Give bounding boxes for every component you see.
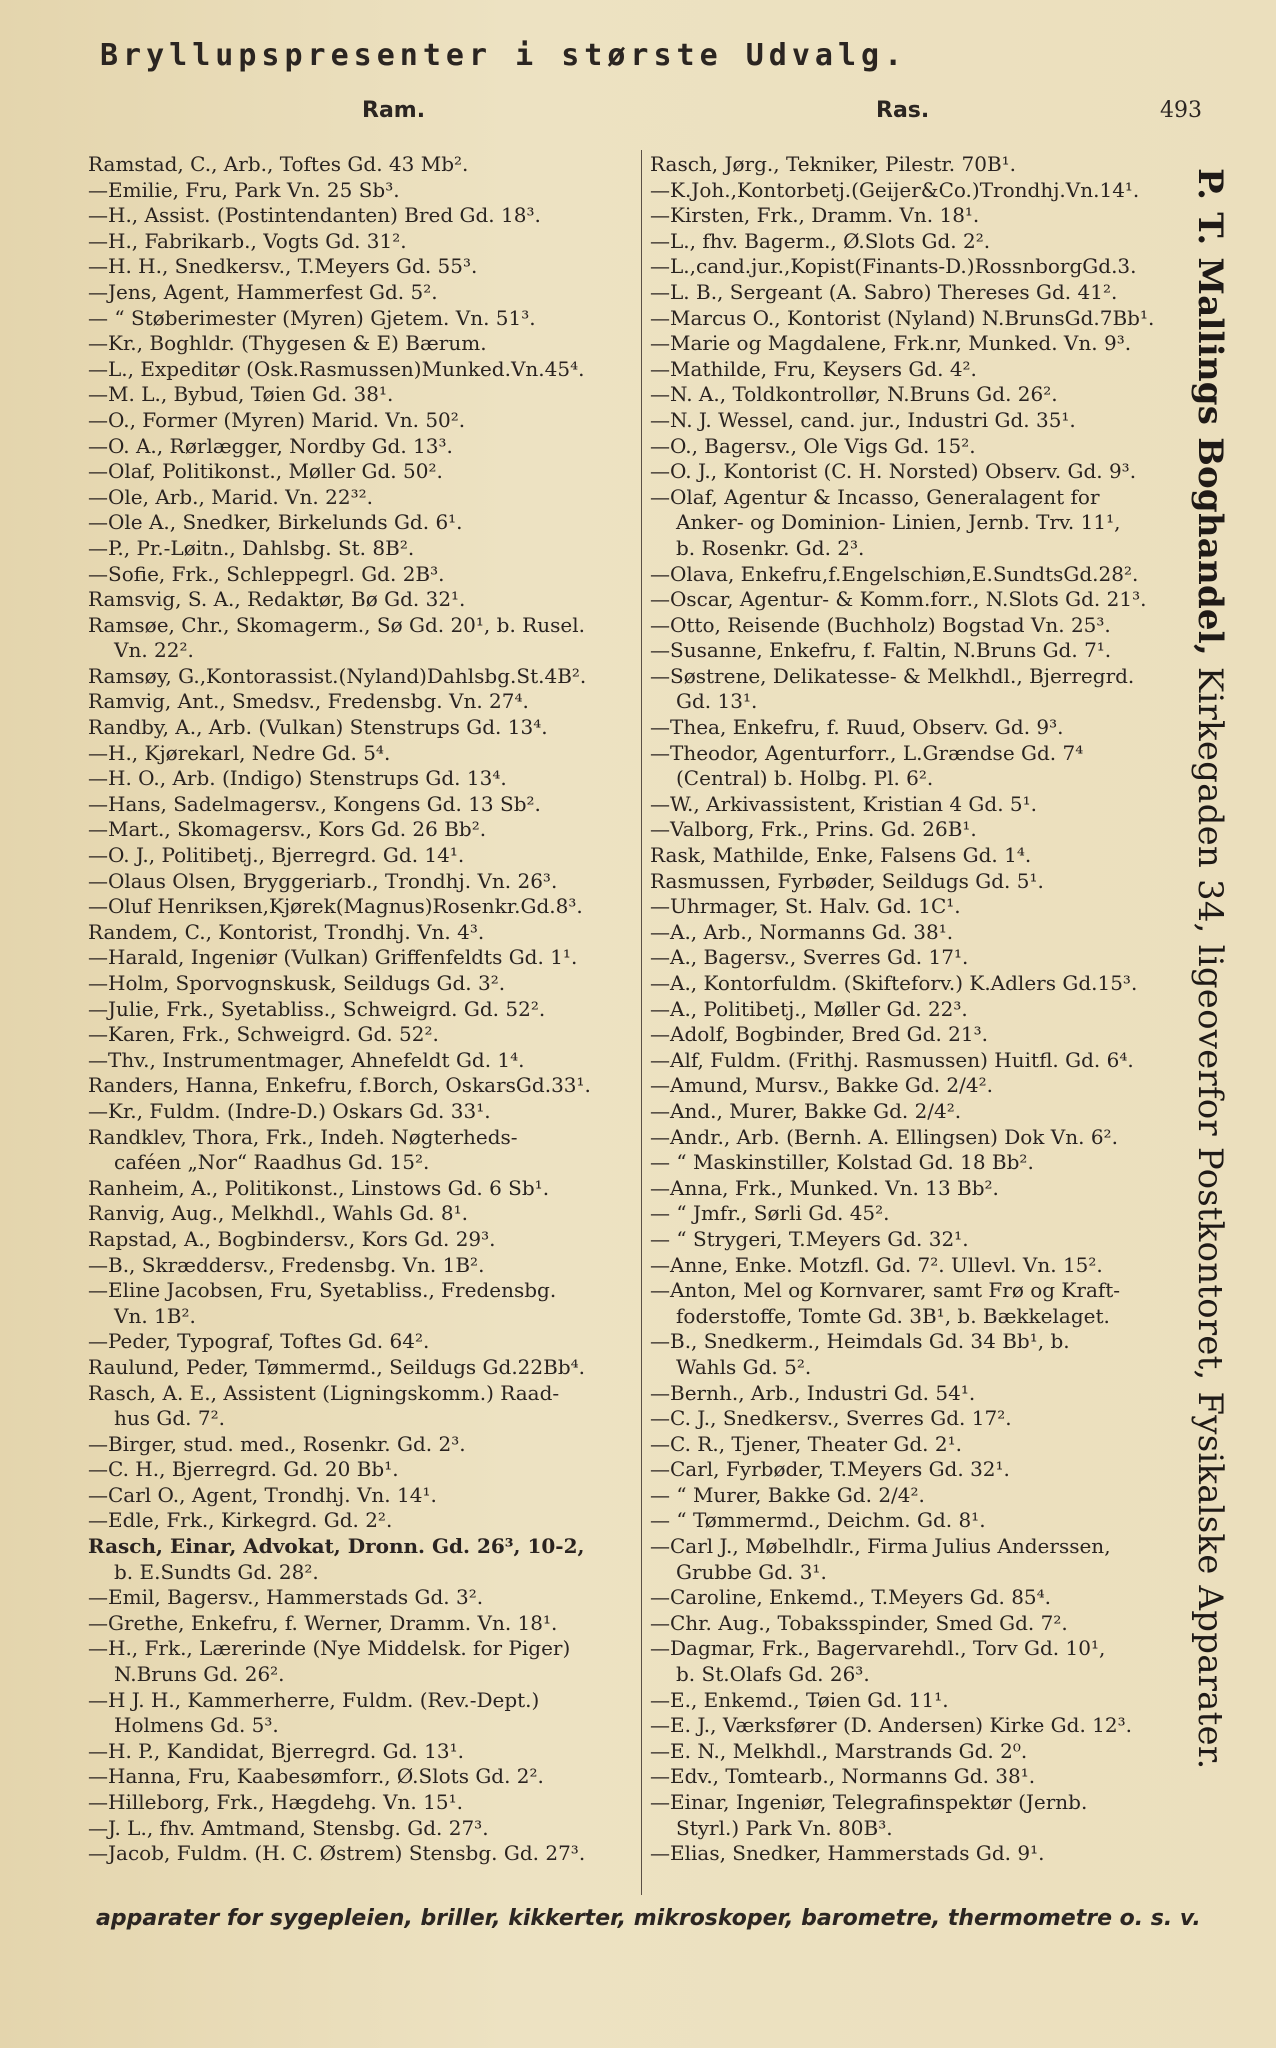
directory-entry: —Elias, Snedker, Hammerstads Gd. 9¹.: [650, 1841, 1045, 1866]
directory-entry: —H. H., Snedkersv., T.Meyers Gd. 55³.: [88, 254, 478, 279]
directory-entry: —C. J., Snedkersv., Sverres Gd. 17².: [650, 1406, 1012, 1431]
directory-entry: — “ Tømmermd., Deichm. Gd. 8¹.: [650, 1508, 986, 1533]
directory-entry: —Olaf, Politikonst., Møller Gd. 50².: [88, 459, 443, 484]
directory-entry: —H., Assist. (Postintendanten) Bred Gd. 18³.: [88, 203, 541, 228]
directory-entry: —Thea, Enkefru, f. Ruud, Observ. Gd. 9³.: [650, 715, 1064, 740]
directory-entry: Ramsøe, Chr., Skomagerm., Sø Gd. 20¹, b. Rusel.: [88, 612, 585, 637]
directory-entry: Holmens Gd. 5³.: [114, 1713, 279, 1738]
directory-entry: —L., fhv. Bagerm., Ø.Slots Gd. 2².: [650, 228, 991, 253]
directory-entry: —Thv., Instrumentmager, Ahnefeldt Gd. 1⁴.: [88, 1047, 525, 1072]
directory-entry: Grubbe Gd. 3¹.: [676, 1559, 827, 1584]
directory-entry: —Olaus Olsen, Bryggeriarb., Trondhj. Vn. 26³.: [88, 868, 558, 893]
footer-advert: apparater for sygepleien, briller, kikkerter, mikroskoper, barometre, thermometre o. s. v.: [96, 1906, 1201, 1931]
side-advert-rest: Kirkegaden 34, ligeoverfor Postkontoret, Fysikalske Apparater.: [1190, 655, 1230, 1770]
directory-entry: —Hilleborg, Frk., Hægdehg. Vn. 15¹.: [88, 1790, 463, 1814]
directory-entry: Ranheim, A., Politikonst., Linstows Gd. 6 Sb¹.: [88, 1175, 550, 1200]
directory-entry: —M. L., Bybud, Tøien Gd. 38¹.: [88, 382, 394, 407]
directory-entry: Randers, Hanna, Enkefru, f.Borch, OskarsGd.33¹.: [88, 1073, 591, 1098]
directory-entry: —C. R., Tjener, Theater Gd. 2¹.: [650, 1431, 962, 1456]
directory-entry: —Amund, Mursv., Bakke Gd. 2/4².: [650, 1073, 993, 1098]
directory-entry: —A., Politibetj., Møller Gd. 22³.: [650, 996, 968, 1021]
directory-entry: —Jacob, Fuldm. (H. C. Østrem) Stensbg. Gd. 27³.: [88, 1841, 586, 1866]
directory-entry: Ramsøy, G.,Kontorassist.(Nyland)Dahlsbg.St.4B².: [88, 663, 587, 688]
directory-entry: —Alf, Fuldm. (Frithj. Rasmussen) Huitfl. Gd. 6⁴.: [650, 1047, 1134, 1072]
directory-entry: —O. A., Rørlægger, Nordby Gd. 13³.: [88, 433, 453, 458]
directory-entry: —Ole, Arb., Marid. Vn. 22³².: [88, 484, 373, 509]
directory-entry: —Edv., Tomtearb., Normanns Gd. 38¹.: [650, 1764, 1036, 1789]
directory-entry: Rapstad, A., Bogbindersv., Kors Gd. 29³.: [88, 1226, 496, 1251]
directory-entry: Ramvig, Ant., Smedsv., Fredensbg. Vn. 27⁴.: [88, 689, 529, 714]
column-header-left: Ram.: [362, 98, 426, 123]
directory-entry: Randby, A., Arb. (Vulkan) Stenstrups Gd. 13⁴.: [88, 715, 548, 740]
directory-entry: —Susanne, Enkefru, f. Faltin, N.Bruns Gd. 7¹.: [650, 638, 1112, 663]
directory-entry: —H J. H., Kammerherre, Fuldm. (Rev.-Dept.): [88, 1687, 540, 1712]
directory-entry: —Oluf Henriksen,Kjørek(Magnus)Rosenkr.Gd.8³.: [88, 894, 583, 919]
directory-entry: Ranvig, Aug., Melkhdl., Wahls Gd. 8¹.: [88, 1201, 468, 1226]
directory-entry: —Emilie, Fru, Park Vn. 25 Sb³.: [88, 177, 400, 202]
directory-entry: —L.,cand.jur.,Kopist(Finants-D.)RossnborgGd.3.: [650, 254, 1137, 279]
directory-entry: —Emil, Bagersv., Hammerstads Gd. 3².: [88, 1585, 484, 1610]
banner-advert: Bryllupspresenter i største Udvalg.: [100, 38, 908, 73]
directory-entry: —Carl J., Møbelhdlr., Firma Julius Anderssen,: [650, 1534, 1111, 1559]
directory-entry: —A., Arb., Normanns Gd. 38¹.: [650, 919, 954, 944]
directory-entry: Rasch, Einar, Advokat, Dronn. Gd. 26³, 10-2,: [88, 1534, 585, 1559]
column-header-right: Ras.: [876, 98, 930, 123]
directory-entry: —Harald, Ingeniør (Vulkan) Griffenfeldts Gd. 1¹.: [88, 945, 578, 970]
directory-entry: —Holm, Sporvognskusk, Seildugs Gd. 3².: [88, 971, 506, 995]
page-number: 493: [1160, 98, 1202, 123]
directory-entry: —Jens, Agent, Hammerfest Gd. 5².: [88, 279, 438, 304]
directory-entry: —Adolf, Bogbinder, Bred Gd. 21³.: [650, 1022, 988, 1047]
directory-entry: —E., Enkemd., Tøien Gd. 11¹.: [650, 1687, 949, 1712]
directory-entry: —O., Former (Myren) Marid. Vn. 50².: [88, 407, 466, 432]
directory-entry: —J. L., fhv. Amtmand, Stensbg. Gd. 27³.: [88, 1815, 489, 1840]
directory-entry: Styrl.) Park Vn. 80B³.: [676, 1815, 893, 1840]
directory-entry: —Anna, Frk., Munked. Vn. 13 Bb².: [650, 1175, 999, 1200]
directory-entry: —Anton, Mel og Kornvarer, samt Frø og Kraft-: [650, 1278, 1121, 1303]
directory-entry: —Hanna, Fru, Kaabesømforr., Ø.Slots Gd. 2².: [88, 1764, 544, 1789]
directory-entry: —B., Snedkerm., Heimdals Gd. 34 Bb¹, b.: [650, 1329, 1070, 1354]
directory-entry: Rasch, A. E., Assistent (Ligningskomm.) Raad-: [88, 1380, 560, 1405]
directory-entry: Randem, C., Kontorist, Trondhj. Vn. 4³.: [88, 919, 485, 944]
directory-entry: b. Rosenkr. Gd. 2³.: [676, 535, 865, 560]
directory-entry: Vn. 22².: [114, 638, 194, 663]
directory-entry: N.Bruns Gd. 26².: [114, 1662, 285, 1687]
directory-entry: Anker- og Dominion- Linien, Jernb. Trv. 11¹,: [676, 510, 1121, 535]
directory-entry: —L., Expeditør (Osk.Rasmussen)Munked.Vn.45⁴.: [88, 356, 585, 381]
directory-entry: —Karen, Frk., Schweigrd. Gd. 52².: [88, 1022, 439, 1047]
directory-entry: Randklev, Thora, Frk., Indeh. Nøgterheds-: [88, 1124, 518, 1149]
directory-entry: —Hans, Sadelmagersv., Kongens Gd. 13 Sb².: [88, 791, 541, 816]
directory-entry: Gd. 13¹.: [676, 689, 758, 714]
directory-entry: —Anne, Enke. Motzfl. Gd. 7². Ullevl. Vn. 15².: [650, 1252, 1103, 1277]
left-column: [88, 152, 648, 1892]
directory-entry: —E. N., Melkhdl., Marstrands Gd. 2⁰.: [650, 1738, 1028, 1763]
directory-entry: —Kirsten, Frk., Dramm. Vn. 18¹.: [650, 203, 980, 228]
directory-entry: Ramstad, C., Arb., Toftes Gd. 43 Mb².: [88, 152, 469, 176]
directory-entry: Rasch, Jørg., Tekniker, Pilestr. 70B¹.: [650, 152, 1017, 176]
directory-entry: Vn. 1B².: [114, 1303, 196, 1328]
side-advert: [1190, 168, 1230, 1770]
directory-entry: — “ Strygeri, T.Meyers Gd. 32¹.: [650, 1226, 969, 1251]
directory-entry: —P., Pr.-Løitn., Dahlsbg. St. 8B².: [88, 535, 415, 560]
directory-entry: —Peder, Typograf, Toftes Gd. 64².: [88, 1329, 430, 1354]
directory-entry: —Carl, Fyrbøder, T.Meyers Gd. 32¹.: [650, 1457, 1010, 1482]
directory-entry: —H. O., Arb. (Indigo) Stenstrups Gd. 13⁴.: [88, 766, 507, 791]
directory-entry: —H., Frk., Lærerinde (Nye Middelsk. for Piger): [88, 1636, 571, 1661]
right-column: [650, 152, 1210, 1892]
directory-entry: —O. J., Kontorist (C. H. Norsted) Observ. Gd. 9³.: [650, 459, 1137, 484]
directory-entry: —N. A., Toldkontrollør, N.Bruns Gd. 26².: [650, 382, 1058, 407]
directory-entry: —Kr., Boghldr. (Thygesen & E) Bærum.: [88, 331, 487, 356]
directory-entry: —Marie og Magdalene, Frk.nr, Munked. Vn. 9³.: [650, 331, 1132, 356]
directory-entry: — “ Murer, Bakke Gd. 2/4².: [650, 1482, 925, 1507]
directory-entry: —Theodor, Agenturforr., L.Grændse Gd. 7⁴: [650, 740, 1084, 765]
directory-entry: —O. J., Politibetj., Bjerregrd. Gd. 14¹.: [88, 843, 465, 868]
directory-entry: —Edle, Frk., Kirkegrd. Gd. 2².: [88, 1508, 393, 1533]
directory-entry: —Julie, Frk., Syetabliss., Schweigrd. Gd. 52².: [88, 996, 546, 1021]
directory-entry: —Søstrene, Delikatesse- & Melkhdl., Bjerregrd.: [650, 663, 1135, 688]
directory-entry: —Eline Jacobsen, Fru, Syetabliss., Fredensbg.: [88, 1278, 557, 1303]
directory-entry: —H., Fabrikarb., Vogts Gd. 31².: [88, 228, 407, 253]
directory-entry: Rasmussen, Fyrbøder, Seildugs Gd. 5¹.: [650, 868, 1044, 893]
directory-entry: —Birger, stud. med., Rosenkr. Gd. 2³.: [88, 1431, 466, 1456]
directory-entry: —N. J. Wessel, cand. jur., Industri Gd. 35¹.: [650, 407, 1076, 432]
directory-entry: —Oscar, Agentur- & Komm.forr., N.Slots Gd. 21³.: [650, 587, 1147, 612]
directory-entry: —Chr. Aug., Tobaksspinder, Smed Gd. 7².: [650, 1610, 1068, 1635]
directory-entry: — “ Støberimester (Myren) Gjetem. Vn. 51³.: [88, 305, 536, 330]
directory-entry: —A., Bagersv., Sverres Gd. 17¹.: [650, 945, 969, 970]
directory-entry: —B., Skræddersv., Fredensbg. Vn. 1B².: [88, 1252, 485, 1277]
directory-entry: —W., Arkivassistent, Kristian 4 Gd. 5¹.: [650, 791, 1038, 816]
directory-entry: —Ole A., Snedker, Birkelunds Gd. 6¹.: [88, 510, 463, 535]
directory-entry: —H., Kjørekarl, Nedre Gd. 5⁴.: [88, 740, 391, 765]
directory-entry: —Andr., Arb. (Bernh. A. Ellingsen) Dok Vn. 6².: [650, 1124, 1118, 1149]
directory-entry: —L. B., Sergeant (A. Sabro) Thereses Gd. 41².: [650, 279, 1118, 304]
directory-entry: —Uhrmager, St. Halv. Gd. 1C¹.: [650, 894, 961, 919]
directory-entry: b. E.Sundts Gd. 28².: [114, 1559, 319, 1584]
directory-entry: —Einar, Ingeniør, Telegrafinspektør (Jernb.: [650, 1790, 1088, 1814]
directory-entry: Ramsvig, S. A., Redaktør, Bø Gd. 32¹.: [88, 587, 466, 612]
directory-entry: —Grethe, Enkefru, f. Werner, Dramm. Vn. 18¹.: [88, 1610, 558, 1635]
directory-entry: foderstoffe, Tomte Gd. 3B¹, b. Bækkelaget.: [676, 1303, 1110, 1328]
directory-entry: —C. H., Bjerregrd. Gd. 20 Bb¹.: [88, 1457, 399, 1482]
directory-entry: —Olaf, Agentur & Incasso, Generalagent for: [650, 484, 1100, 509]
directory-entry: —O., Bagersv., Ole Vigs Gd. 15².: [650, 433, 976, 458]
directory-entry: —Kr., Fuldm. (Indre-D.) Oskars Gd. 33¹.: [88, 1098, 491, 1123]
directory-entry: caféen „Nor“ Raadhus Gd. 15².: [114, 1150, 430, 1175]
directory-entry: —Otto, Reisende (Buchholz) Bogstad Vn. 25³.: [650, 612, 1111, 637]
directory-entry: Raulund, Peder, Tømmermd., Seildugs Gd.22Bb⁴.: [88, 1354, 586, 1379]
directory-entry: (Central) b. Holbg. Pl. 6².: [676, 766, 934, 791]
directory-entry: —Sofie, Frk., Schleppegrl. Gd. 2B³.: [88, 561, 445, 586]
directory-entry: —K.Joh.,Kontorbetj.(Geijer&Co.)Trondhj.Vn.14¹.: [650, 177, 1140, 202]
directory-entry: —Olava, Enkefru,f.Engelschiøn,E.SundtsGd.28².: [650, 561, 1139, 586]
directory-entry: —A., Kontorfuldm. (Skifteforv.) K.Adlers Gd.15³.: [650, 971, 1138, 995]
directory-entry: Wahls Gd. 5².: [676, 1354, 812, 1379]
directory-entry: — “ Maskinstiller, Kolstad Gd. 18 Bb².: [650, 1150, 1034, 1175]
directory-entry: —H. P., Kandidat, Bjerregrd. Gd. 13¹.: [88, 1738, 464, 1763]
directory-entry: — “ Jmfr., Sørli Gd. 45².: [650, 1201, 890, 1226]
directory-entry: —Carl O., Agent, Trondhj. Vn. 14¹.: [88, 1482, 437, 1507]
directory-entry: —Mart., Skomagersv., Kors Gd. 26 Bb².: [88, 817, 487, 842]
side-advert-bold: P. T. Mallings Boghandel,: [1190, 168, 1230, 656]
directory-entry: —Valborg, Frk., Prins. Gd. 26B¹.: [650, 817, 977, 842]
directory-entry: b. St.Olafs Gd. 26³.: [676, 1662, 870, 1687]
directory-entry: —Marcus O., Kontorist (Nyland) N.BrunsGd.7Bb¹.: [650, 305, 1155, 330]
directory-entry: —E. J., Værksfører (D. Andersen) Kirke Gd. 12³.: [650, 1713, 1132, 1738]
directory-entry: —Dagmar, Frk., Bagervarehdl., Torv Gd. 10¹,: [650, 1636, 1106, 1661]
directory-entry: Rask, Mathilde, Enke, Falsens Gd. 1⁴.: [650, 843, 1032, 868]
directory-entry: —Bernh., Arb., Industri Gd. 54¹.: [650, 1380, 976, 1405]
directory-entry: —Mathilde, Fru, Keysers Gd. 4².: [650, 356, 977, 381]
directory-entry: —And., Murer, Bakke Gd. 2/4².: [650, 1098, 962, 1123]
directory-entry: —Caroline, Enkemd., T.Meyers Gd. 85⁴.: [650, 1585, 1052, 1610]
directory-entry: hus Gd. 7².: [114, 1406, 225, 1431]
